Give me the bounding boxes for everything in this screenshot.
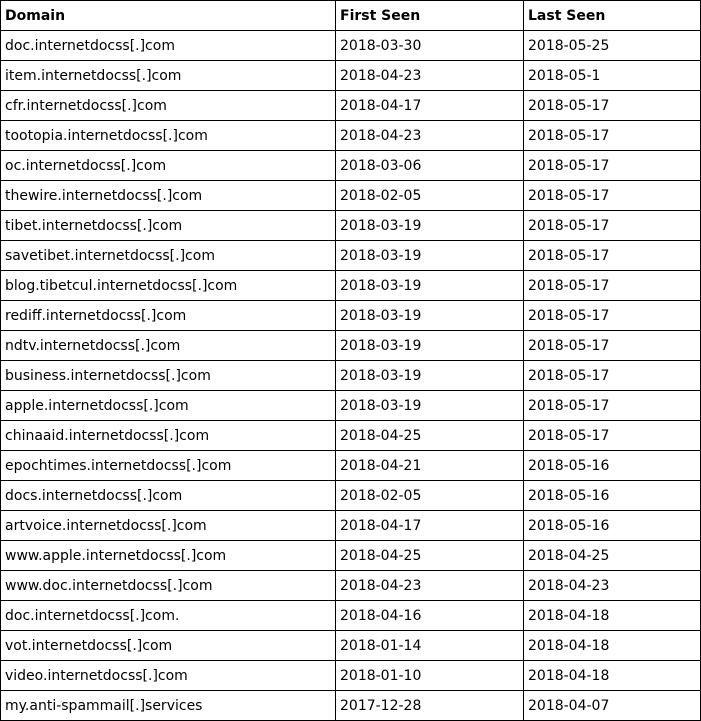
domain-cell: doc.internetdocss[.]com xyxy=(1,31,336,61)
last-seen-cell: 2018-05-17 xyxy=(524,181,701,211)
table-row xyxy=(1,241,701,271)
first-seen-cell: 2018-04-23 xyxy=(336,571,524,601)
last-seen-cell: 2018-05-16 xyxy=(524,481,701,511)
first-seen-cell: 2018-04-23 xyxy=(336,61,524,91)
table-header-row xyxy=(1,1,701,31)
last-seen-cell: 2018-05-16 xyxy=(524,511,701,541)
last-seen-cell: 2018-05-17 xyxy=(524,241,701,271)
domain-cell: tibet.internetdocss[.]com xyxy=(1,211,336,241)
first-seen-cell: 2018-04-23 xyxy=(336,121,524,151)
domain-cell: doc.internetdocss[.]com. xyxy=(1,601,336,631)
last-seen-cell: 2018-05-17 xyxy=(524,91,701,121)
domain-cell: www.doc.internetdocss[.]com xyxy=(1,571,336,601)
last-seen-cell: 2018-04-18 xyxy=(524,661,701,691)
last-seen-cell: 2018-05-17 xyxy=(524,271,701,301)
domain-cell: rediff.internetdocss[.]com xyxy=(1,301,336,331)
table-body xyxy=(1,31,701,721)
table-row xyxy=(1,661,701,691)
table-row xyxy=(1,151,701,181)
domain-cell: business.internetdocss[.]com xyxy=(1,361,336,391)
table-row xyxy=(1,541,701,571)
table-row xyxy=(1,481,701,511)
table-row xyxy=(1,601,701,631)
domain-cell: oc.internetdocss[.]com xyxy=(1,151,336,181)
domain-cell: item.internetdocss[.]com xyxy=(1,61,336,91)
last-seen-cell: 2018-05-17 xyxy=(524,301,701,331)
last-seen-cell: 2018-04-18 xyxy=(524,601,701,631)
domain-cell: cfr.internetdocss[.]com xyxy=(1,91,336,121)
table-row xyxy=(1,571,701,601)
first-seen-cell: 2018-03-19 xyxy=(336,301,524,331)
table-row xyxy=(1,121,701,151)
table-row xyxy=(1,361,701,391)
domain-cell: www.apple.internetdocss[.]com xyxy=(1,541,336,571)
domain-cell: vot.internetdocss[.]com xyxy=(1,631,336,661)
last-seen-cell: 2018-05-17 xyxy=(524,121,701,151)
first-seen-cell: 2018-04-21 xyxy=(336,451,524,481)
domain-cell: ndtv.internetdocss[.]com xyxy=(1,331,336,361)
last-seen-cell: 2018-05-16 xyxy=(524,451,701,481)
header-first-seen: First Seen xyxy=(336,1,524,31)
first-seen-cell: 2018-03-19 xyxy=(336,361,524,391)
domain-cell: artvoice.internetdocss[.]com xyxy=(1,511,336,541)
header-domain: Domain xyxy=(1,1,336,31)
last-seen-cell: 2018-04-18 xyxy=(524,631,701,661)
table-row xyxy=(1,271,701,301)
domain-cell: savetibet.internetdocss[.]com xyxy=(1,241,336,271)
table-row xyxy=(1,331,701,361)
first-seen-cell: 2018-03-19 xyxy=(336,241,524,271)
last-seen-cell: 2018-04-23 xyxy=(524,571,701,601)
first-seen-cell: 2018-03-19 xyxy=(336,391,524,421)
last-seen-cell: 2018-05-25 xyxy=(524,31,701,61)
domain-cell: my.anti-spammail[.]services xyxy=(1,691,336,721)
table-row xyxy=(1,391,701,421)
table-row xyxy=(1,511,701,541)
last-seen-cell: 2018-05-17 xyxy=(524,151,701,181)
first-seen-cell: 2018-01-14 xyxy=(336,631,524,661)
domain-cell: chinaaid.internetdocss[.]com xyxy=(1,421,336,451)
first-seen-cell: 2017-12-28 xyxy=(336,691,524,721)
first-seen-cell: 2018-02-05 xyxy=(336,481,524,511)
domain-cell: tootopia.internetdocss[.]com xyxy=(1,121,336,151)
first-seen-cell: 2018-04-17 xyxy=(336,91,524,121)
last-seen-cell: 2018-04-07 xyxy=(524,691,701,721)
first-seen-cell: 2018-02-05 xyxy=(336,181,524,211)
table-row xyxy=(1,421,701,451)
last-seen-cell: 2018-04-25 xyxy=(524,541,701,571)
table-row xyxy=(1,301,701,331)
last-seen-cell: 2018-05-17 xyxy=(524,391,701,421)
domain-cell: docs.internetdocss[.]com xyxy=(1,481,336,511)
domain-cell: video.internetdocss[.]com xyxy=(1,661,336,691)
table-row xyxy=(1,211,701,241)
table-row xyxy=(1,61,701,91)
table-row xyxy=(1,91,701,121)
last-seen-cell: 2018-05-17 xyxy=(524,331,701,361)
first-seen-cell: 2018-04-16 xyxy=(336,601,524,631)
first-seen-cell: 2018-04-25 xyxy=(336,541,524,571)
first-seen-cell: 2018-03-06 xyxy=(336,151,524,181)
table-row xyxy=(1,31,701,61)
table-row xyxy=(1,631,701,661)
first-seen-cell: 2018-04-17 xyxy=(336,511,524,541)
last-seen-cell: 2018-05-1 xyxy=(524,61,701,91)
first-seen-cell: 2018-03-19 xyxy=(336,271,524,301)
first-seen-cell: 2018-04-25 xyxy=(336,421,524,451)
table-row xyxy=(1,451,701,481)
header-last-seen: Last Seen xyxy=(524,1,701,31)
last-seen-cell: 2018-05-17 xyxy=(524,421,701,451)
table-row xyxy=(1,181,701,211)
domain-cell: blog.tibetcul.internetdocss[.]com xyxy=(1,271,336,301)
last-seen-cell: 2018-05-17 xyxy=(524,211,701,241)
domain-cell: thewire.internetdocss[.]com xyxy=(1,181,336,211)
first-seen-cell: 2018-03-19 xyxy=(336,211,524,241)
first-seen-cell: 2018-03-19 xyxy=(336,331,524,361)
first-seen-cell: 2018-01-10 xyxy=(336,661,524,691)
last-seen-cell: 2018-05-17 xyxy=(524,361,701,391)
domain-cell: epochtimes.internetdocss[.]com xyxy=(1,451,336,481)
table-row xyxy=(1,691,701,721)
domain-cell: apple.internetdocss[.]com xyxy=(1,391,336,421)
first-seen-cell: 2018-03-30 xyxy=(336,31,524,61)
